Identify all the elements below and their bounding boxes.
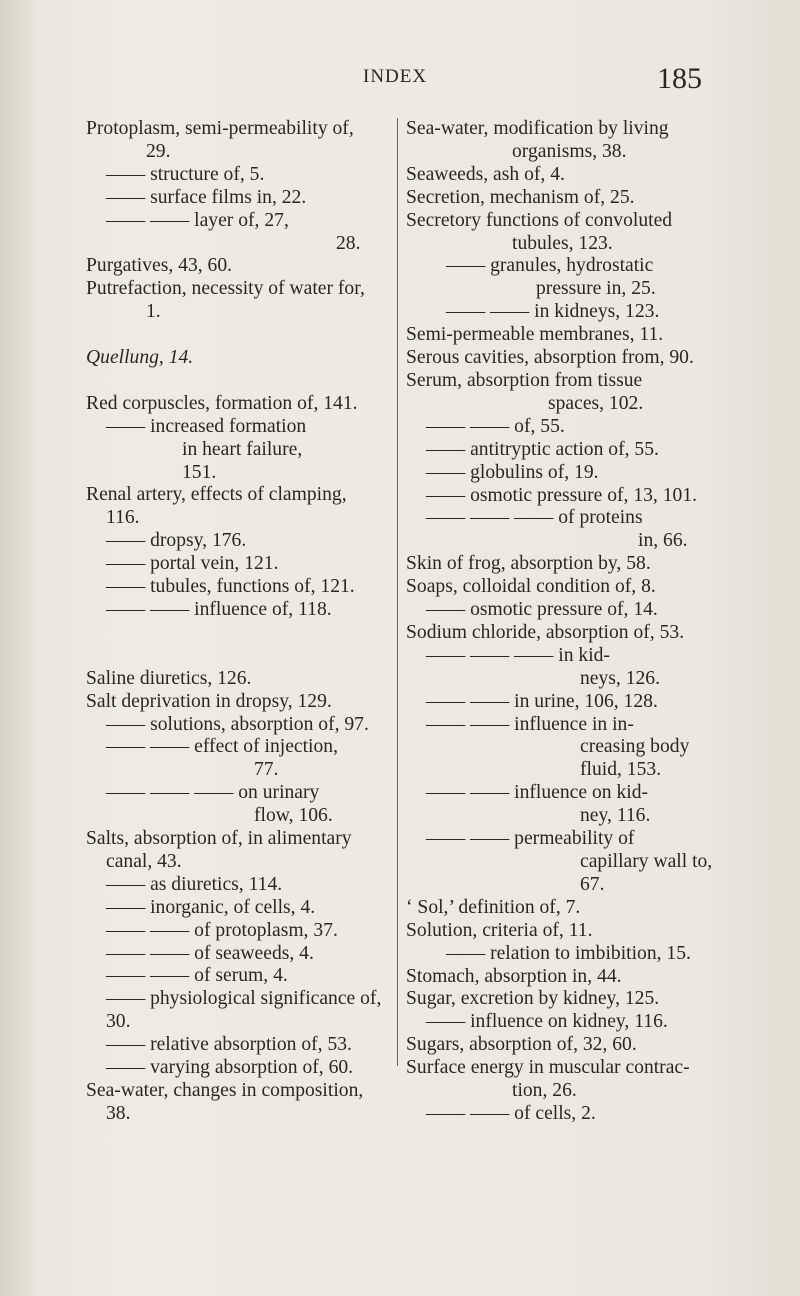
index-entry: —— —— in kidneys, 123. xyxy=(446,301,660,323)
index-entry: —— varying absorption of, 60. xyxy=(106,1057,354,1079)
index-entry: Secretory functions of convoluted xyxy=(406,209,673,231)
index-entry: in heart failure, xyxy=(182,438,303,460)
index-entry: 151. xyxy=(182,461,217,483)
index-entry: —— as diuretics, 114. xyxy=(106,873,283,895)
index-entry: 1. xyxy=(146,301,161,323)
index-entry: 38. xyxy=(106,1102,131,1124)
index-entry: Salt deprivation in dropsy, 129. xyxy=(86,690,332,712)
index-entry: —— —— permeability of xyxy=(426,828,635,850)
index-entry: tubules, 123. xyxy=(512,232,613,254)
index-entry: —— —— influence on kid- xyxy=(426,782,649,804)
index-entry: ‘ Sol,’ definition of, 7. xyxy=(406,896,581,918)
index-entry: Sodium chloride, absorption of, 53. xyxy=(406,621,685,643)
index-entry: —— surface films in, 22. xyxy=(106,186,307,208)
index-entry: 30. xyxy=(106,1011,131,1033)
index-entry: capillary wall to, xyxy=(580,851,713,872)
index-entry: —— —— in urine, 106, 128. xyxy=(426,690,658,712)
index-entry: Stomach, absorption in, 44. xyxy=(406,965,622,987)
index-entry: —— —— —— on urinary xyxy=(106,782,320,804)
index-entry: Serous cavities, absorption from, 90. xyxy=(406,347,694,369)
index-entry: Putrefaction, necessity of water for, xyxy=(86,278,365,300)
index-entry: —— —— of, 55. xyxy=(426,415,565,437)
index-entry: creasing body xyxy=(580,736,690,758)
index-entry: Purgatives, 43, 60. xyxy=(86,255,233,277)
index-entry: —— relation to imbibition, 15. xyxy=(446,942,691,964)
index-entry: —— structure of, 5. xyxy=(106,163,265,185)
index-column-right xyxy=(406,118,716,1126)
index-entry: —— osmotic pressure of, 14. xyxy=(426,599,658,621)
index-entry: spaces, 102. xyxy=(548,392,644,414)
index-entry: neys, 126. xyxy=(580,667,661,689)
index-entry: Red corpuscles, formation of, 141. xyxy=(86,392,358,414)
column-divider xyxy=(397,118,398,1066)
index-entry: —— —— —— of proteins xyxy=(426,507,643,529)
blank-line xyxy=(86,622,388,645)
blank-line xyxy=(86,324,388,347)
index-entry: Protoplasm, semi-permeability of, xyxy=(86,118,354,139)
running-header: INDEX xyxy=(363,66,428,87)
index-entry: Surface energy in muscular contrac- xyxy=(406,1057,690,1079)
index-entry: in, 66. xyxy=(638,530,688,552)
index-entry: Saline diuretics, 126. xyxy=(86,667,252,689)
index-entry: Skin of frog, absorption by, 58. xyxy=(406,553,651,575)
index-entry: ney, 116. xyxy=(580,805,651,827)
index-entry: —— inorganic, of cells, 4. xyxy=(106,896,316,918)
index-entry: —— portal vein, 121. xyxy=(106,553,279,575)
index-entry: —— —— —— in kid- xyxy=(426,644,610,666)
index-entry: —— globulins of, 19. xyxy=(426,461,599,483)
index-entry: Seaweeds, ash of, 4. xyxy=(406,163,565,185)
index-entry: Sea-water, changes in composition, xyxy=(86,1080,364,1101)
index-entry: 29. xyxy=(146,140,171,162)
index-entry: —— —— effect of injection, xyxy=(106,736,338,758)
index-entry: —— relative absorption of, 53. xyxy=(106,1034,352,1056)
index-entry: Sea-water, modification by living xyxy=(406,118,669,139)
index-entry: —— —— of protoplasm, 37. xyxy=(106,919,338,941)
index-entry: flow, 106. xyxy=(254,805,333,827)
page-number: 185 xyxy=(657,62,702,95)
index-column-left xyxy=(86,118,388,1126)
index-entry: —— —— influence of, 118. xyxy=(106,599,332,620)
index-entry: Salts, absorption of, in alimentary xyxy=(86,828,352,850)
index-entry: —— —— of cells, 2. xyxy=(426,1102,596,1124)
index-entry: —— tubules, functions of, 121. xyxy=(106,576,355,598)
index-entry: 28. xyxy=(336,232,361,254)
index-entry: —— granules, hydrostatic xyxy=(446,255,654,277)
index-entry: 116. xyxy=(106,507,140,529)
index-entry: Sugar, excretion by kidney, 125. xyxy=(406,988,660,1010)
index-entry: canal, 43. xyxy=(106,850,182,872)
index-entry: 67. xyxy=(580,873,605,895)
index-entry: —— osmotic pressure of, 13, 101. xyxy=(426,484,698,506)
blank-line xyxy=(86,370,388,393)
index-entry: Solution, criteria of, 11. xyxy=(406,919,593,941)
index-entry: Renal artery, effects of clamping, xyxy=(86,484,347,506)
index-entry: fluid, 153. xyxy=(580,759,662,781)
index-entry: —— antitryptic action of, 55. xyxy=(426,438,659,460)
index-entry: Soaps, colloidal condition of, 8. xyxy=(406,576,656,598)
index-entry: pressure in, 25. xyxy=(536,278,656,300)
index-entry: —— solutions, absorption of, 97. xyxy=(106,713,369,735)
index-entry: Sugars, absorption of, 32, 60. xyxy=(406,1034,637,1056)
index-entry: Semi-permeable membranes, 11. xyxy=(406,324,664,346)
index-entry: Serum, absorption from tissue xyxy=(406,369,643,391)
index-entry: —— physiological significance of, xyxy=(106,988,382,1010)
index-entry: Secretion, mechanism of, 25. xyxy=(406,186,635,208)
index-entry: —— —— of seaweeds, 4. xyxy=(106,942,314,964)
index-entry: —— increased formation xyxy=(106,415,307,437)
index-entry: —— —— influence in in- xyxy=(426,713,634,735)
index-entry: 77. xyxy=(254,759,279,781)
index-entry: —— —— of serum, 4. xyxy=(106,965,288,987)
index-entry: organisms, 38. xyxy=(512,140,627,162)
index-entry: tion, 26. xyxy=(512,1080,577,1102)
index-entry: Quellung, 14. xyxy=(86,347,194,369)
index-entry: —— dropsy, 176. xyxy=(106,530,247,552)
blank-line xyxy=(86,645,388,668)
index-entry: —— —— layer of, 27, xyxy=(106,209,289,231)
index-entry: —— influence on kidney, 116. xyxy=(426,1011,668,1033)
